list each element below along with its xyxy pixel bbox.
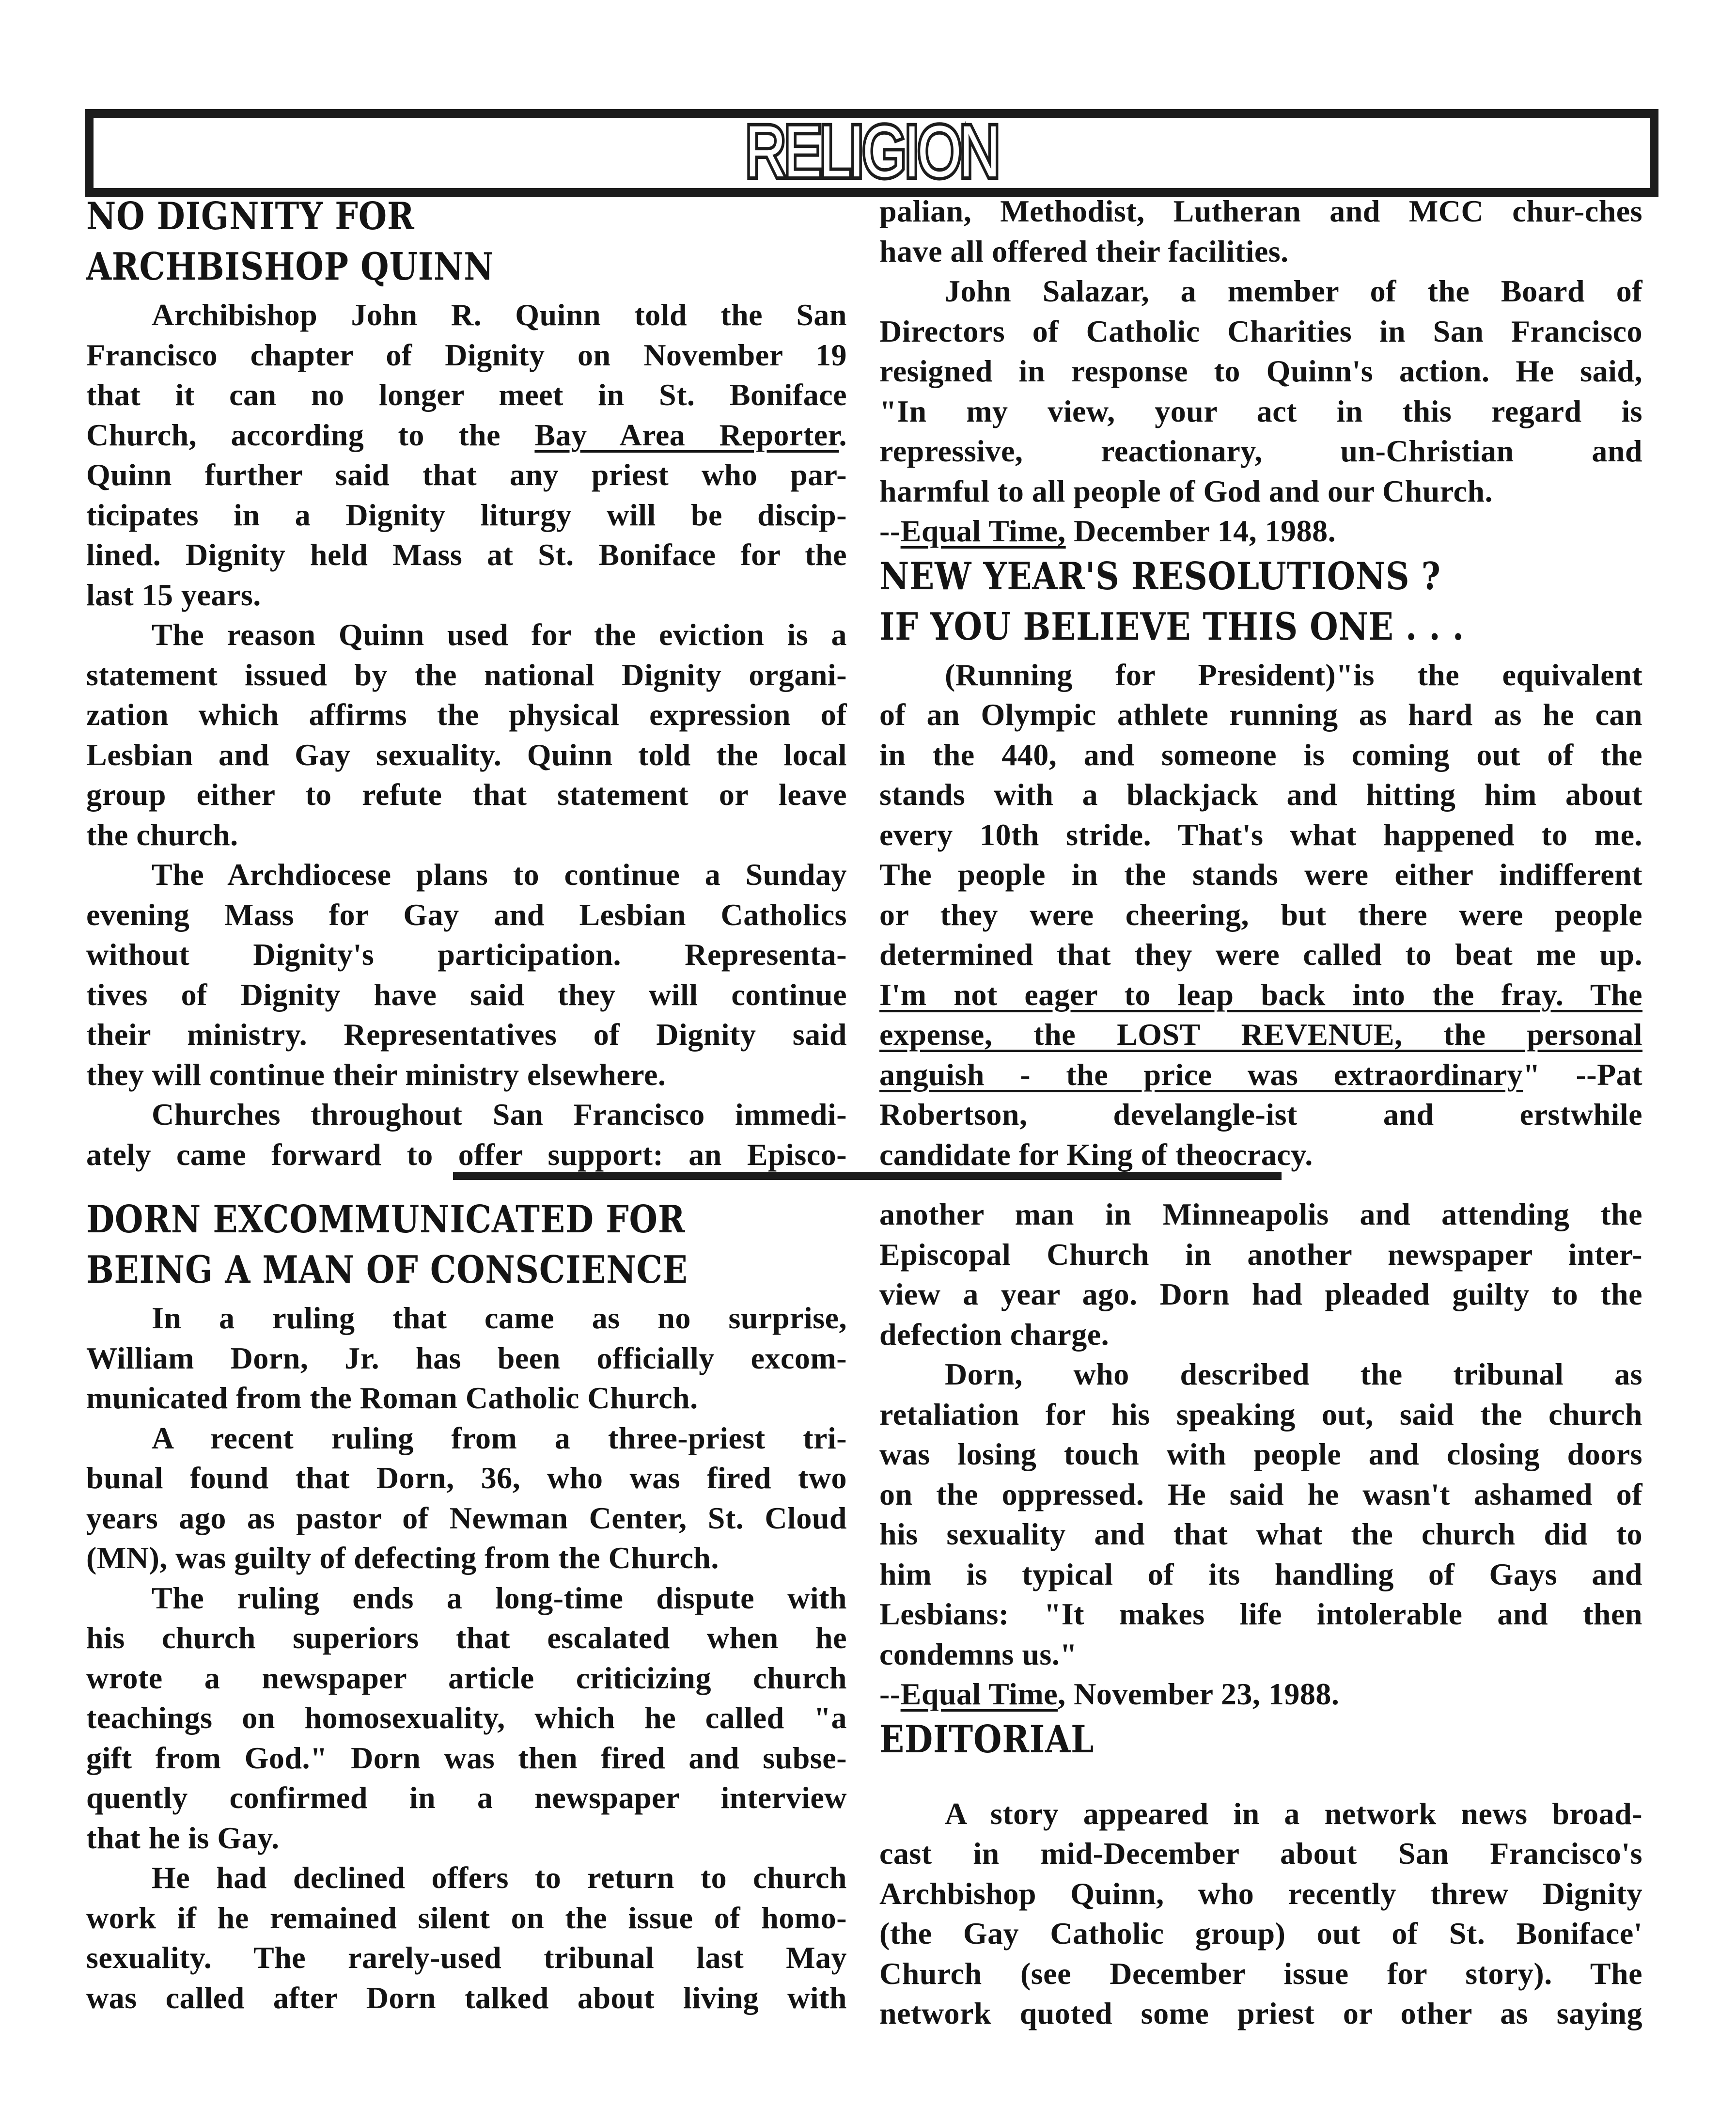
text-run: retaliation for his speaking out, said the church xyxy=(879,1397,1642,1432)
section-divider xyxy=(453,1172,1282,1180)
section-title: RELIGION xyxy=(745,110,998,192)
text-line xyxy=(879,1594,1642,1635)
text-run: William Dorn, Jr. has been officially excom- xyxy=(86,1340,847,1375)
text-run: ticipates in a Dignity liturgy will be discip- xyxy=(86,497,847,532)
text-line xyxy=(86,535,847,575)
text-run: (MN), was guilty of defecting from the Church. xyxy=(86,1541,719,1575)
text-run: determined that they were called to beat me up. xyxy=(879,937,1642,972)
text-line xyxy=(86,1618,847,1658)
text-line xyxy=(879,895,1642,935)
text-line xyxy=(86,935,847,975)
text-line xyxy=(879,1954,1642,1994)
text-line xyxy=(86,335,847,376)
text-run: network quoted some priest or other as saying xyxy=(879,1996,1642,2030)
headline-line: NO DIGNITY FOR xyxy=(86,194,415,238)
underlined-citation: anguish - the price was extraordinary xyxy=(879,1057,1523,1092)
text-line xyxy=(86,1978,847,2018)
text-line xyxy=(879,975,1642,1015)
text-line xyxy=(879,1514,1642,1555)
text-line xyxy=(879,351,1642,392)
text-line xyxy=(86,375,847,415)
text-run: Archibishop John R. Quinn told the San xyxy=(152,298,847,332)
text-run: candidate for King of theocracy. xyxy=(879,1137,1313,1172)
headline-dorn xyxy=(86,1195,740,1295)
text-line xyxy=(86,1055,847,1095)
article-body-resolutions xyxy=(879,655,1642,1175)
text-line xyxy=(879,735,1642,775)
headline-editorial xyxy=(879,1715,1536,1765)
text-line xyxy=(879,472,1642,512)
text-run: resigned in response to Quinn's action. He said, xyxy=(879,354,1642,388)
text-run: quently confirmed in a newspaper interview xyxy=(86,1780,847,1815)
text-line xyxy=(86,815,847,855)
text-line xyxy=(86,1778,847,1818)
text-line xyxy=(86,975,847,1015)
section-header xyxy=(85,109,1658,197)
text-run: on the oppressed. He said he wasn't ashamed of xyxy=(879,1477,1642,1511)
text-run: view a year ago. Dorn had pleaded guilty to the xyxy=(879,1277,1642,1311)
text-run: years ago as pastor of Newman Center, St. Cloud xyxy=(86,1500,847,1535)
text-run: zation which affirms the physical expression of xyxy=(86,697,847,732)
text-line xyxy=(879,271,1642,312)
headline-line: ARCHBISHOP QUINN xyxy=(86,245,494,289)
text-run: in the 440, and someone is coming out of the xyxy=(879,737,1642,772)
text-run: -- xyxy=(879,514,901,548)
text-line xyxy=(879,1674,1642,1715)
text-run: John Salazar, a member of the Board of xyxy=(945,274,1642,308)
headline-line: EDITORIAL xyxy=(879,1717,1095,1762)
text-run: stands with a blackjack and hitting him about xyxy=(879,777,1642,812)
underlined-citation: Equal Time xyxy=(900,1677,1058,1711)
article-body-editorial xyxy=(879,1794,1642,2034)
text-run: Lesbian and Gay sexuality. Quinn told the local xyxy=(86,737,847,772)
text-run: palian, Methodist, Lutheran and MCC chur-ches xyxy=(879,194,1642,228)
text-run: In a ruling that came as no surprise, xyxy=(152,1301,847,1335)
underlined-citation: Bay Area Reporter xyxy=(534,417,839,452)
text-run: The Archdiocese plans to continue a Sunday xyxy=(152,857,847,892)
text-line xyxy=(879,1095,1642,1135)
text-run: " --Pat xyxy=(1523,1057,1643,1092)
text-line xyxy=(879,1195,1642,1235)
text-run: sexuality. The rarely-used tribunal last May xyxy=(86,1940,847,1975)
text-run: , November 23, 1988. xyxy=(1058,1677,1340,1711)
text-run: was called after Dorn talked about living with xyxy=(86,1980,847,2015)
text-line xyxy=(879,1475,1642,1515)
text-run: (Running for President)"is the equivalent xyxy=(945,657,1642,692)
text-line xyxy=(86,495,847,535)
text-run: of an Olympic athlete running as hard as he can xyxy=(879,697,1642,732)
text-line xyxy=(879,1354,1642,1395)
text-line xyxy=(879,431,1642,472)
text-run: Dorn, who described the tribunal as xyxy=(945,1357,1642,1391)
text-run: their ministry. Representatives of Dignity said xyxy=(86,1017,847,1052)
text-line xyxy=(879,232,1642,272)
text-line xyxy=(86,1818,847,1858)
text-run: Archbishop Quinn, who recently threw Dignity xyxy=(879,1876,1642,1911)
text-run: Church, according to the xyxy=(86,417,535,452)
text-line xyxy=(879,312,1642,352)
text-run: group either to refute that statement or leave xyxy=(86,777,847,812)
text-run: Francisco chapter of Dignity on November 19 xyxy=(86,337,847,372)
text-run: Episcopal Church in another newspaper inter- xyxy=(879,1237,1642,1272)
text-run: Church (see December issue for story). The xyxy=(879,1956,1642,1991)
text-line xyxy=(879,1794,1642,1834)
text-run: Robertson, develangle-ist and erstwhile xyxy=(879,1097,1642,1132)
text-line xyxy=(86,1015,847,1055)
column-bottom-right xyxy=(879,1195,1642,2034)
text-run: (the Gay Catholic group) out of St. Boniface' xyxy=(879,1916,1642,1951)
text-run: condemns us." xyxy=(879,1636,1078,1671)
text-line xyxy=(86,655,847,695)
text-line xyxy=(86,1938,847,1978)
text-line xyxy=(86,1418,847,1459)
text-run: Directors of Catholic Charities in San Francisco xyxy=(879,314,1642,348)
text-line xyxy=(879,1914,1642,1954)
text-line xyxy=(879,695,1642,735)
text-run: have all offered their facilities. xyxy=(879,234,1289,268)
text-line xyxy=(879,1994,1642,2034)
text-line xyxy=(86,775,847,815)
text-run: harmful to all people of God and our Church. xyxy=(879,473,1493,508)
text-line xyxy=(86,1858,847,1898)
text-run: gift from God." Dorn was then fired and subse- xyxy=(86,1740,847,1775)
text-line xyxy=(879,1015,1642,1055)
text-line xyxy=(86,415,847,456)
text-line xyxy=(879,1055,1642,1095)
text-line xyxy=(86,1458,847,1498)
text-line xyxy=(879,775,1642,815)
text-line xyxy=(879,511,1642,551)
text-run: tives of Dignity have said they will continue xyxy=(86,977,847,1012)
headline-resolutions xyxy=(879,551,1536,652)
text-line xyxy=(879,1635,1642,1675)
headline-line: BEING A MAN OF CONSCIENCE xyxy=(86,1248,688,1292)
article-body-dorn-continued xyxy=(879,1195,1642,1715)
text-run: December 14, 1988. xyxy=(1065,514,1336,548)
text-line xyxy=(86,1658,847,1699)
text-run: . xyxy=(839,417,847,452)
text-line xyxy=(86,1898,847,1938)
text-line xyxy=(86,1378,847,1418)
text-run: ately came forward to offer support: an Episco- xyxy=(86,1137,847,1172)
text-run: the church. xyxy=(86,817,238,852)
text-run: his church superiors that escalated when he xyxy=(86,1621,847,1655)
text-line xyxy=(86,895,847,935)
text-line xyxy=(86,1698,847,1738)
text-line xyxy=(879,655,1642,695)
text-run: evening Mass for Gay and Lesbian Catholics xyxy=(86,897,847,932)
text-run: him is typical of its handling of Gays and xyxy=(879,1557,1642,1591)
text-line xyxy=(879,392,1642,432)
text-run: repressive, reactionary, un-Christian and xyxy=(879,434,1642,468)
text-run: that he is Gay. xyxy=(86,1820,280,1855)
text-line xyxy=(879,1235,1642,1275)
text-run: another man in Minneapolis and attending the xyxy=(879,1197,1642,1231)
text-run: defection charge. xyxy=(879,1317,1110,1352)
headline-line: IF YOU BELIEVE THIS ONE . . . xyxy=(879,604,1464,649)
text-line xyxy=(879,1395,1642,1435)
text-line xyxy=(879,1315,1642,1355)
text-run: his sexuality and that what the church did to xyxy=(879,1517,1642,1551)
column-top-right xyxy=(879,191,1642,1175)
text-run: was losing touch with people and closing doors xyxy=(879,1437,1642,1471)
text-run: A recent ruling from a three-priest tri- xyxy=(152,1420,847,1455)
text-run: He had declined offers to return to church xyxy=(152,1860,847,1895)
text-line xyxy=(86,1135,847,1175)
text-run: Quinn further said that any priest who par- xyxy=(86,457,847,492)
text-line xyxy=(879,191,1642,232)
text-line xyxy=(86,1538,847,1578)
underlined-citation: I'm not eager to leap back into the fray. The xyxy=(879,977,1642,1012)
text-line xyxy=(86,455,847,495)
text-run: -- xyxy=(879,1677,901,1711)
text-run: every 10th stride. That's what happened to me. xyxy=(879,817,1642,852)
text-line xyxy=(86,1498,847,1539)
article-body-dignity-continued xyxy=(879,191,1642,551)
text-run: cast in mid-December about San Francisco's xyxy=(879,1836,1642,1871)
text-run: last 15 years. xyxy=(86,577,261,612)
text-line xyxy=(86,1298,847,1338)
text-line xyxy=(879,815,1642,855)
article-body-dignity xyxy=(86,295,847,1175)
text-run: Churches throughout San Francisco immedi- xyxy=(152,1097,847,1132)
text-run: The people in the stands were either indifferent xyxy=(879,857,1642,892)
text-run: teachings on homosexuality, which he called "a xyxy=(86,1700,847,1735)
text-run: they will continue their ministry elsewhere. xyxy=(86,1057,666,1092)
text-line xyxy=(86,735,847,775)
headline-dignity xyxy=(86,191,740,292)
column-bottom-left xyxy=(86,1195,847,2018)
text-run: Lesbians: "It makes life intolerable and then xyxy=(879,1597,1642,1631)
text-line xyxy=(86,1338,847,1379)
text-run: The ruling ends a long-time dispute with xyxy=(152,1580,847,1615)
article-body-dorn xyxy=(86,1298,847,2018)
headline-line: DORN EXCOMMUNICATED FOR xyxy=(86,1197,686,1242)
text-line xyxy=(879,935,1642,975)
text-run: The reason Quinn used for the eviction is a xyxy=(152,617,847,652)
text-run: without Dignity's participation. Representa- xyxy=(86,937,847,972)
text-line xyxy=(86,1738,847,1778)
text-line xyxy=(879,1135,1642,1175)
text-run: "In my view, your act in this regard is xyxy=(879,393,1642,428)
underlined-citation: expense, the LOST REVENUE, the personal xyxy=(879,1017,1642,1052)
text-line xyxy=(86,855,847,895)
text-line xyxy=(86,1095,847,1135)
text-run: or they were cheering, but there were people xyxy=(879,897,1642,932)
text-line xyxy=(86,695,847,735)
text-line xyxy=(879,1834,1642,1874)
text-line xyxy=(879,1874,1642,1914)
text-line xyxy=(86,295,847,335)
text-line xyxy=(879,1274,1642,1315)
text-run: statement issued by the national Dignity organi- xyxy=(86,657,847,692)
text-run: that it can no longer meet in St. Boniface xyxy=(86,378,847,412)
text-line xyxy=(86,575,847,615)
text-run: bunal found that Dorn, 36, who was fired two xyxy=(86,1461,847,1495)
text-run: work if he remained silent on the issue of homo- xyxy=(86,1900,847,1935)
headline-line: NEW YEAR'S RESOLUTIONS ? xyxy=(879,554,1441,598)
underlined-citation: Equal Time, xyxy=(900,514,1066,548)
text-line xyxy=(879,855,1642,895)
text-line xyxy=(86,1578,847,1619)
text-line xyxy=(879,1434,1642,1475)
text-line xyxy=(879,1555,1642,1595)
text-run: wrote a newspaper article criticizing church xyxy=(86,1660,847,1695)
text-run: A story appeared in a network news broad- xyxy=(945,1796,1642,1831)
column-top-left xyxy=(86,191,847,1175)
text-run: lined. Dignity held Mass at St. Boniface for the xyxy=(86,537,847,572)
text-line xyxy=(86,615,847,655)
text-run: municated from the Roman Catholic Church. xyxy=(86,1381,698,1415)
